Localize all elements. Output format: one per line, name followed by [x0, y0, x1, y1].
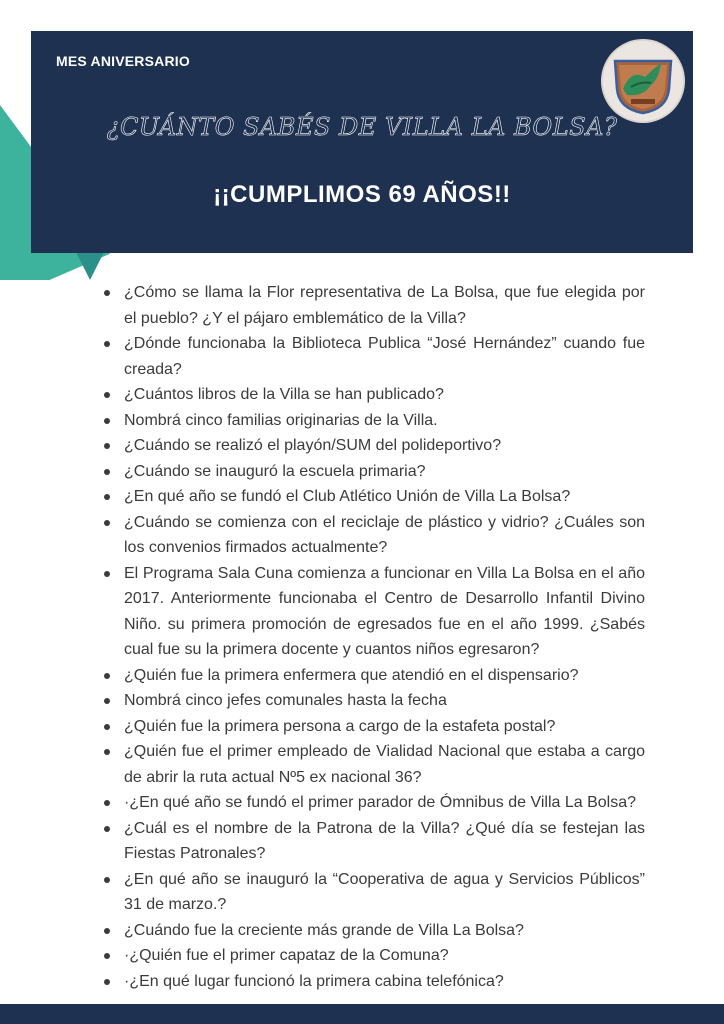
bullet-icon [104, 928, 110, 934]
question-item [101, 408, 645, 434]
question-text: ¿Cómo se llama la Flor representativa de La Bolsa, que fue elegida por el pueblo? ¿Y el pájaro emblemático de la Villa? [124, 284, 645, 327]
question-text: ¿Quién fue la primera persona a cargo de la estafeta postal? [124, 717, 556, 735]
footer-band [0, 1004, 724, 1024]
bullet-icon [104, 826, 110, 832]
bullet-icon [104, 673, 110, 679]
question-text: ¿Cuándo fue la creciente más grande de Villa La Bolsa? [124, 921, 524, 939]
bullet-icon [104, 979, 110, 985]
question-text: ¿Quién fue el primer empleado de Vialidad Nacional que estaba a cargo de abrir la ruta actual Nº5 ex nacional 36? [124, 743, 645, 786]
question-text: ¿Dónde funcionaba la Biblioteca Publica “José Hernández” cuando fue creada? [124, 335, 645, 378]
question-text: ¿Cuántos libros de la Villa se han publicado? [124, 386, 444, 403]
bullet-icon [104, 520, 110, 526]
question-item [101, 561, 645, 663]
question-item [101, 510, 645, 561]
bullet-icon [104, 698, 110, 704]
question-text: ¿Cuándo se comienza con el reciclaje de plástico y vidrio? ¿Cuáles son los convenios firmados actualmente? [124, 513, 645, 556]
bullet-icon [104, 877, 110, 883]
question-item [101, 459, 645, 485]
question-text: ¿Cuál es el nombre de la Patrona de la Villa? ¿Qué día se festejan las Fiestas Patronales? [124, 819, 645, 862]
question-text: Nombrá cinco jefes comunales hasta la fecha [124, 692, 447, 709]
anniversary-subtitle: ¡¡CUMPLIMOS 69 AÑOS!! [213, 181, 511, 208]
villa-la-bolsa-crest-icon [601, 39, 685, 123]
bullet-icon [104, 469, 110, 475]
bullet-icon [104, 800, 110, 806]
bullet-icon [104, 443, 110, 449]
question-item [101, 331, 645, 382]
question-item [101, 790, 645, 816]
question-text: ·¿En qué año se fundó el primer parador de Ómnibus de Villa La Bolsa? [124, 794, 637, 811]
bullet-icon [104, 571, 110, 577]
bullet-icon [104, 341, 110, 347]
question-item [101, 918, 645, 944]
bullet-icon [104, 392, 110, 398]
question-text: El Programa Sala Cuna comienza a funcionar en Villa La Bolsa en el año 2017. Anteriormente funcionaba el Centro de Desarrollo Infantil Divino Niño. su primera promoción de egresados fue en el año 1999. ¿Sabés cual fue su la primera docente y cuantos niños egresaron? [124, 564, 645, 658]
question-item [101, 484, 645, 510]
bullet-icon [104, 724, 110, 730]
bullet-icon [104, 290, 110, 296]
bullet-icon [104, 953, 110, 959]
bullet-icon [104, 494, 110, 500]
question-item [101, 382, 645, 408]
question-item [101, 280, 645, 331]
question-text: ¿En qué año se inauguró la “Cooperativa de agua y Servicios Públicos” 31 de marzo.? [124, 870, 645, 913]
question-list [101, 280, 645, 994]
question-item [101, 739, 645, 790]
question-item [101, 433, 645, 459]
question-text: ·¿En qué lugar funcionó la primera cabina telefónica? [124, 972, 504, 990]
question-text: ¿Cuándo se realizó el playón/SUM del polideportivo? [124, 437, 502, 454]
question-text: ·¿Quién fue el primer capataz de la Comuna? [124, 947, 449, 964]
question-item [101, 714, 645, 740]
question-item [101, 816, 645, 867]
question-item [101, 969, 645, 995]
bullet-icon [104, 749, 110, 755]
question-text: ¿En qué año se fundó el Club Atlético Unión de Villa La Bolsa? [124, 488, 571, 505]
page-title: ¿CUÁNTO SABÉS DE VILLA LA BOLSA? [106, 113, 618, 141]
question-item [101, 867, 645, 918]
question-text: Nombrá cinco familias originarias de la Villa. [124, 411, 438, 429]
month-label: MES ANIVERSARIO [56, 53, 190, 69]
question-item [101, 943, 645, 969]
bullet-icon [104, 418, 110, 424]
question-text: ¿Cuándo se inauguró la escuela primaria? [124, 462, 426, 480]
question-item [101, 688, 645, 714]
question-text: ¿Quién fue la primera enfermera que atendió en el dispensario? [124, 666, 579, 684]
header-banner [31, 31, 693, 253]
question-item [101, 663, 645, 689]
